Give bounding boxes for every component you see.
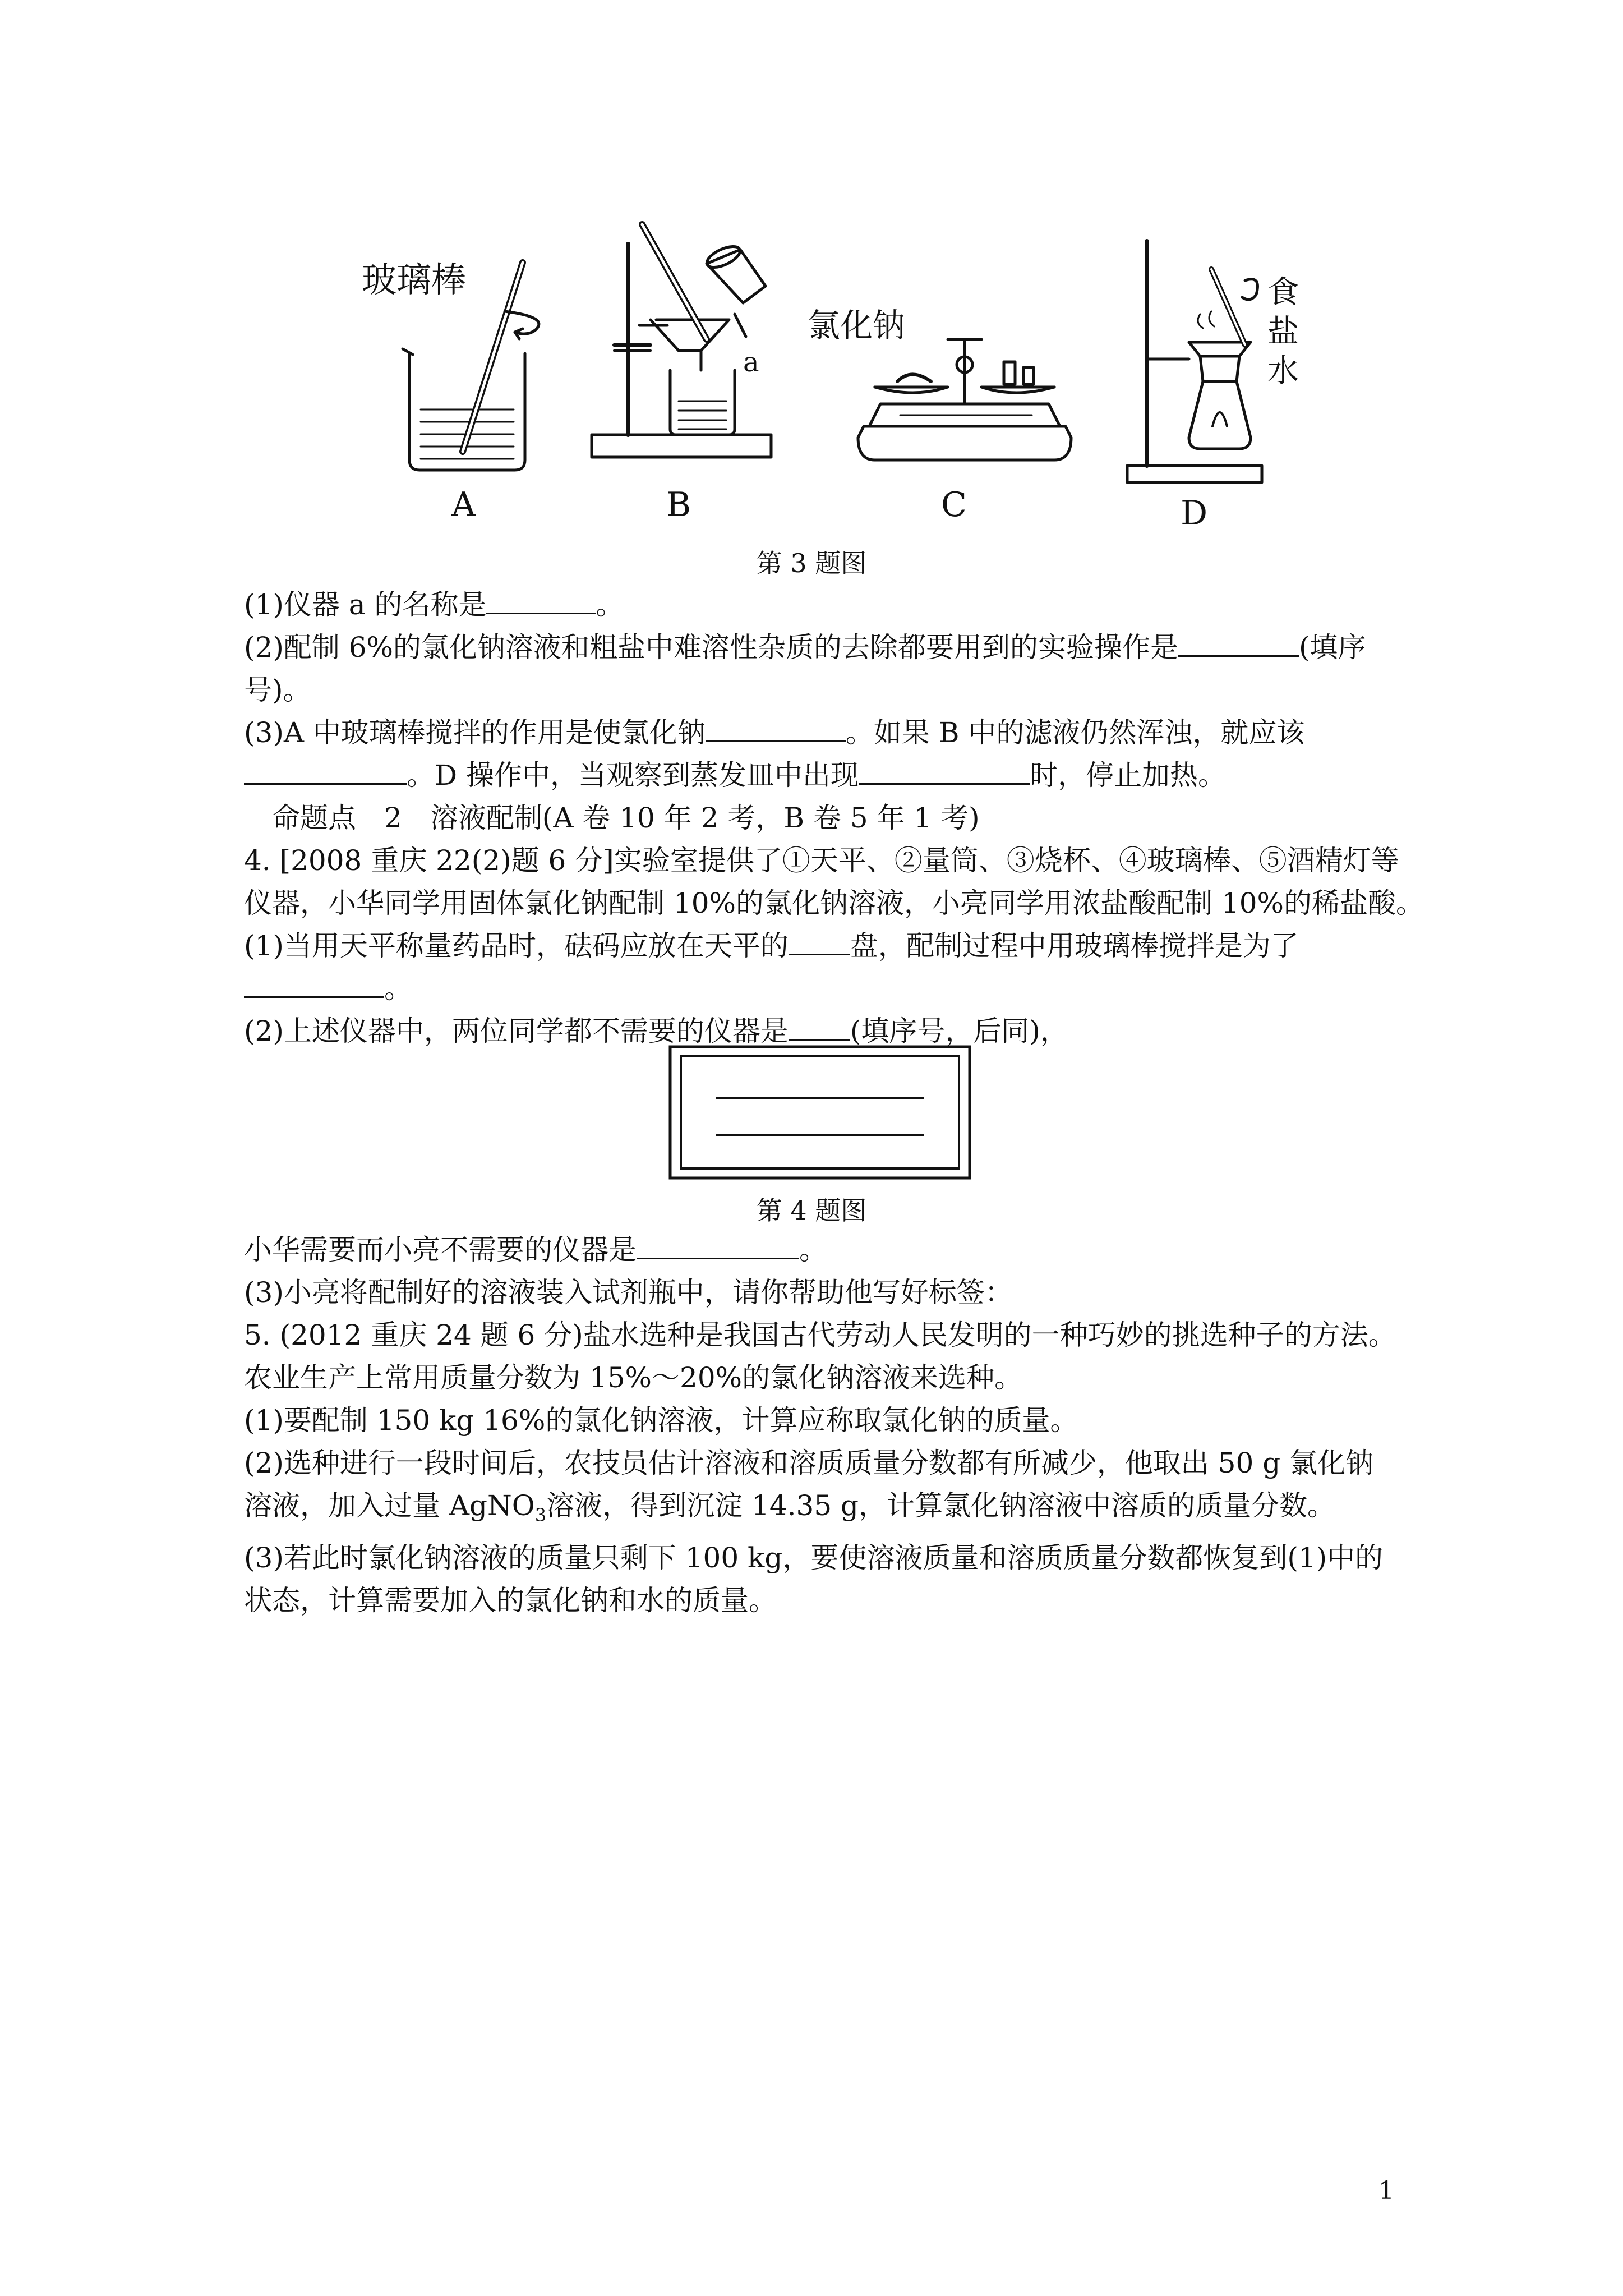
q3-part1: (1)仪器 a 的名称是 。 <box>244 583 1405 626</box>
figure-4-caption: 第 4 题图 <box>756 1195 867 1226</box>
answer-blank <box>789 1013 850 1041</box>
q5-part2-cont: 溶液，加入过量 AgNO$_3$溶液，得到沉淀 14.35 g，计算氯化钠溶液中溶质的质量分数。 <box>244 1489 1336 1526</box>
answer-blank <box>706 715 846 742</box>
q4-part2: (2)上述仪器中，两位同学都不需要的仪器是 (填序号，后同)， <box>244 1010 1405 1052</box>
q4-part2-cont: 小华需要而小亮不需要的仪器是 。 <box>244 1228 1405 1271</box>
answer-blank <box>859 757 1030 785</box>
label-salt-water-1: 食 <box>1267 274 1299 311</box>
label-B: B <box>666 485 691 524</box>
q3-part3: (3)A 中玻璃棒搅拌的作用是使氯化钠 。如果 B 中的滤液仍然浑浊，就应该 <box>244 711 1405 754</box>
q3-part3-cont: 。D 操作中，当观察到蒸发皿中出现 时，停止加热。 <box>244 754 1405 797</box>
answer-blank <box>1178 629 1299 657</box>
label-salt-water-3: 水 <box>1267 353 1299 389</box>
q5-line1: 5. (2012 重庆 24 题 6 分)盐水选种是我国古代劳动人民发明的一种巧妙的挑选种子的方法。 <box>244 1319 1396 1351</box>
q5-part1: (1)要配制 150 kg 16%的氯化钠溶液，计算应称取氯化钠的质量。 <box>244 1404 1078 1437</box>
label-a: a <box>743 347 759 378</box>
answer-blank <box>244 757 407 785</box>
label-nacl: 氯化钠 <box>808 306 906 344</box>
q4-part3: (3)小亮将配制好的溶液装入试剂瓶中，请你帮助他写好标签： <box>244 1276 1013 1309</box>
answer-blank <box>244 970 384 998</box>
label-A: A <box>451 485 476 524</box>
label-salt-water-2: 盐 <box>1267 314 1299 350</box>
question-4-5-body <box>244 1228 1405 1622</box>
topic-heading: 命题点 2 溶液配制(A 卷 10 年 2 考，B 卷 5 年 1 考) <box>272 802 980 834</box>
q4-part1-cont: 。 <box>244 967 1405 1010</box>
page-number: 1 <box>1378 2177 1394 2205</box>
apparatus-d-evaporation <box>1127 241 1262 482</box>
figure-3-caption: 第 3 题图 <box>756 548 867 578</box>
q4-line1: 4. [2008 重庆 22(2)题 6 分]实验室提供了①天平、②量筒、③烧杯、④玻璃棒、⑤酒精灯等 <box>244 844 1399 877</box>
figure-4-label-blank <box>668 1045 971 1180</box>
q3-part2-cont: 号)。 <box>244 674 311 706</box>
q5-line2: 农业生产上常用质量分数为 15%～20%的氯化钠溶液来选种。 <box>244 1361 1023 1394</box>
label-D: D <box>1181 494 1208 533</box>
question-3-body <box>244 583 1424 1052</box>
q4-line2: 仪器，小华同学用固体氯化钠配制 10%的氯化钠溶液，小亮同学用浓盐酸配制 10%的稀盐酸。 <box>244 887 1424 919</box>
q4-part1: (1)当用天平称量药品时，砝码应放在天平的 盘，配制过程中用玻璃棒搅拌是为了 <box>244 924 1405 967</box>
apparatus-b-filtration <box>592 224 771 457</box>
label-C: C <box>941 485 967 524</box>
label-glass-rod: 玻璃棒 <box>362 259 467 300</box>
figure-3-apparatus <box>336 202 1299 561</box>
q5-part2: (2)选种进行一段时间后，农技员估计溶液和溶质质量分数都有所减少，他取出 50 g 氯化钠 <box>244 1447 1374 1479</box>
q3-part2: (2)配制 6%的氯化钠溶液和粗盐中难溶性杂质的去除都要用到的实验操作是 (填序 <box>244 626 1405 669</box>
q5-part3: (3)若此时氯化钠溶液的质量只剩下 100 kg，要使溶液质量和溶质质量分数都恢复到(1)中的 <box>244 1542 1384 1574</box>
answer-blank <box>637 1232 799 1259</box>
answer-blank <box>486 587 596 614</box>
q5-part3-cont: 状态，计算需要加入的氯化钠和水的质量。 <box>244 1584 777 1617</box>
apparatus-c-balance <box>858 339 1071 460</box>
answer-blank <box>789 928 850 955</box>
